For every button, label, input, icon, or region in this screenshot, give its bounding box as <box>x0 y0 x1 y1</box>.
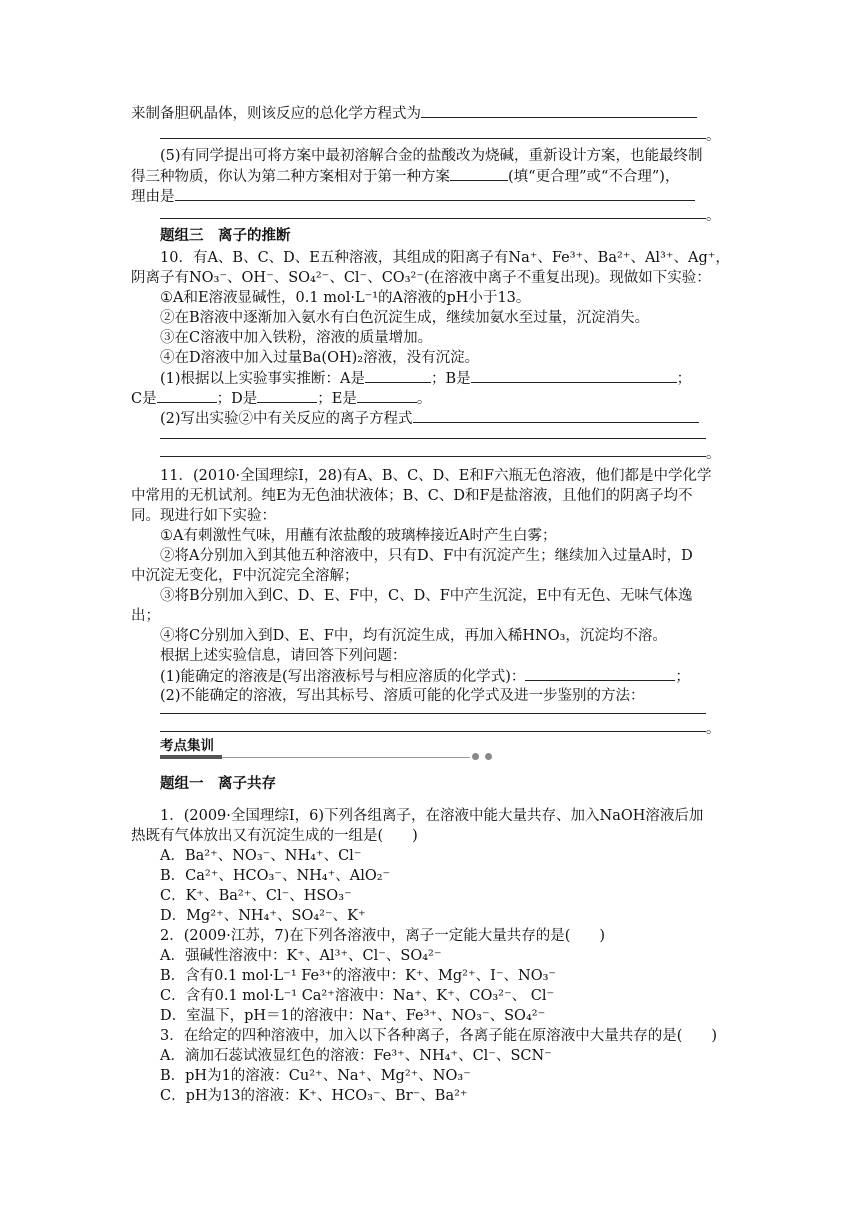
text-line: ③在C溶液中加入铁粉，溶液的质量增加。 <box>160 330 433 346</box>
section-title: 考点集训 <box>160 738 214 754</box>
text-line <box>160 666 741 686</box>
answer-blank[interactable] <box>357 388 417 403</box>
line-text: C是 <box>131 391 157 407</box>
option-text: A．滴加石蕊试液显红色的溶液：Fe³⁺、NH₄⁺、Cl⁻、SCN⁻ <box>160 1048 552 1064</box>
line-text: ；D是 <box>216 391 258 407</box>
section-divider <box>222 757 470 758</box>
line-text: (填“更合理”或“不合理”)， <box>508 169 680 185</box>
answer-line[interactable] <box>160 731 706 732</box>
text-line: 10．有A、B、C、D、E五种溶液，其组成的阳离子有Na⁺、Fe³⁺、Ba²⁺、Al³⁺、Ag⁺， <box>160 250 730 266</box>
text-line: 出； <box>131 608 160 624</box>
text-line <box>160 368 741 388</box>
option-text: C．pH为13的溶液：K⁺、HCO₃⁻、Br⁻、Ba²⁺ <box>160 1088 468 1104</box>
line-text: (2)写出实验②中有关反应的离子方程式 <box>160 411 413 427</box>
option-text: C．K⁺、Ba²⁺、Cl⁻、HSO₃⁻ <box>160 888 352 904</box>
text-line: 11．(2010·全国理综Ⅰ，28)有A、B、C、D、E和F六瓶无色溶液，他们都是中学化学 <box>160 468 712 484</box>
option-text: B．含有0.1 mol·L⁻¹ Fe³⁺的溶液中：K⁺、Mg²⁺、I⁻、NO₃⁻ <box>160 968 557 984</box>
text-line: 2．(2009·江苏，7)在下列各溶液中，离子一定能大量共存的是( ) <box>160 928 606 944</box>
dot-icon <box>485 753 492 760</box>
option-text: B．pH为1的溶液：Cu²⁺、Na⁺、Mg²⁺、NO₃⁻ <box>160 1068 471 1084</box>
answer-blank[interactable] <box>421 103 697 118</box>
text-line: ①A有刺激性气味，用蘸有浓盐酸的玻璃棒接近A时产生白雾； <box>160 528 557 544</box>
group-heading: 题组三 离子的推断 <box>160 227 291 244</box>
text-line <box>131 186 741 206</box>
line-text: ；E是 <box>317 391 357 407</box>
answer-blank[interactable] <box>157 388 217 403</box>
line-text: (1)根据以上实验事实推断：A是 <box>160 371 366 387</box>
line-text: ；B是 <box>431 371 471 387</box>
period-mark: 。 <box>706 128 721 144</box>
answer-blank[interactable] <box>471 368 677 383</box>
text-line: (5)有同学提出可将方案中最初溶解合金的盐酸改为烧碱，重新设计方案，也能最终制 <box>160 148 703 164</box>
answer-blank[interactable] <box>365 368 431 383</box>
text-line <box>131 388 741 408</box>
section-bar <box>160 755 222 759</box>
text-line: ②将A分别加入到其他五种溶液中，只有D、F中有沉淀产生；继续加入过量A时，D <box>160 548 693 564</box>
text-line: ①A和E溶液显碱性，0.1 mol·L⁻¹的A溶液的pH小于13。 <box>160 290 531 306</box>
option-text: A．Ba²⁺、NO₃⁻、NH₄⁺、Cl⁻ <box>160 848 362 864</box>
answer-blank[interactable] <box>413 408 699 423</box>
text-line: 同。现进行如下实验： <box>131 508 276 524</box>
line-text: ； <box>676 371 692 387</box>
option-text: D．Mg²⁺、NH₄⁺、SO₄²⁻、K⁺ <box>160 908 366 924</box>
text-line: 阴离子有NO₃⁻、OH⁻、SO₄²⁻、Cl⁻、CO₃²⁻(在溶液中离子不重复出现)。现做如下实验： <box>131 270 711 286</box>
answer-line[interactable] <box>160 218 706 219</box>
text-line: 热既有气体放出又有沉淀生成的一组是( ) <box>131 828 418 844</box>
group-heading: 题组一 离子共存 <box>160 775 276 792</box>
text-line <box>160 408 741 428</box>
text-line: 根据上述实验信息，请回答下列问题： <box>160 648 407 664</box>
line-text: 得三种物质，你认为第二种方案相对于第一种方案 <box>131 169 450 185</box>
text-line: 1．(2009·全国理综Ⅰ，6)下列各组离子，在溶液中能大量共存、加入NaOH溶液后加 <box>160 808 704 824</box>
answer-line[interactable] <box>160 713 706 714</box>
option-text: D．室温下，pH＝1的溶液中：Na⁺、Fe³⁺、NO₃⁻、SO₄²⁻ <box>160 1008 546 1024</box>
option-text: C．含有0.1 mol·L⁻¹ Ca²⁺溶液中：Na⁺、K⁺、CO₃²⁻、 Cl⁻ <box>160 988 555 1004</box>
option-text: A．强碱性溶液中：K⁺、Al³⁺、Cl⁻、SO₄²⁻ <box>160 948 442 964</box>
option-text: B．Ca²⁺、HCO₃⁻、NH₄⁺、AlO₂⁻ <box>160 868 391 884</box>
line-text: 。 <box>416 391 432 407</box>
period-mark: 。 <box>706 721 721 737</box>
text-line: ②在B溶液中逐渐加入氨水有白色沉淀生成，继续加氨水至过量，沉淀消失。 <box>160 310 650 326</box>
answer-line[interactable] <box>160 138 706 139</box>
answer-blank[interactable] <box>257 388 317 403</box>
period-mark: 。 <box>706 446 721 462</box>
line-text: ； <box>675 669 690 685</box>
period-mark: 。 <box>706 208 721 224</box>
text-line <box>131 166 741 186</box>
text-line: 中沉淀无变化，F中沉淀完全溶解； <box>131 568 359 584</box>
text-line: ③将B分别加入到C、D、E、F中，C、D、F中产生沉淀，E中有无色、无味气体逸 <box>160 588 693 604</box>
line-text: 来制备胆矾晶体，则该反应的总化学方程式为 <box>131 106 421 122</box>
answer-line[interactable] <box>160 456 706 457</box>
answer-blank[interactable] <box>450 166 508 181</box>
text-line: (2)不能确定的溶液，写出其标号、溶质可能的化学式及进一步鉴别的方法： <box>160 688 645 704</box>
text-line: ④将C分别加入到D、E、F中，均有沉淀生成，再加入稀HNO₃，沉淀均不溶。 <box>160 628 667 644</box>
line-text: 理由是 <box>131 189 175 205</box>
text-line: 中常用的无机试剂。纯E为无色油状液体；B、C、D和F是盐溶液，且他们的阴离子均不 <box>131 488 693 504</box>
dot-icon <box>472 753 479 760</box>
answer-blank[interactable] <box>175 186 695 201</box>
text-line: ④在D溶液中加入过量Ba(OH)₂溶液，没有沉淀。 <box>160 350 480 366</box>
text-line: 3．在给定的四种溶液中，加入以下各种离子，各离子能在原溶液中大量共存的是( ) <box>160 1028 718 1044</box>
line-text: (1)能确定的溶液是(写出溶液标号与相应溶质的化学式)： <box>160 669 526 685</box>
answer-blank[interactable] <box>525 666 675 681</box>
answer-line[interactable] <box>160 438 706 439</box>
text-line <box>131 103 741 123</box>
